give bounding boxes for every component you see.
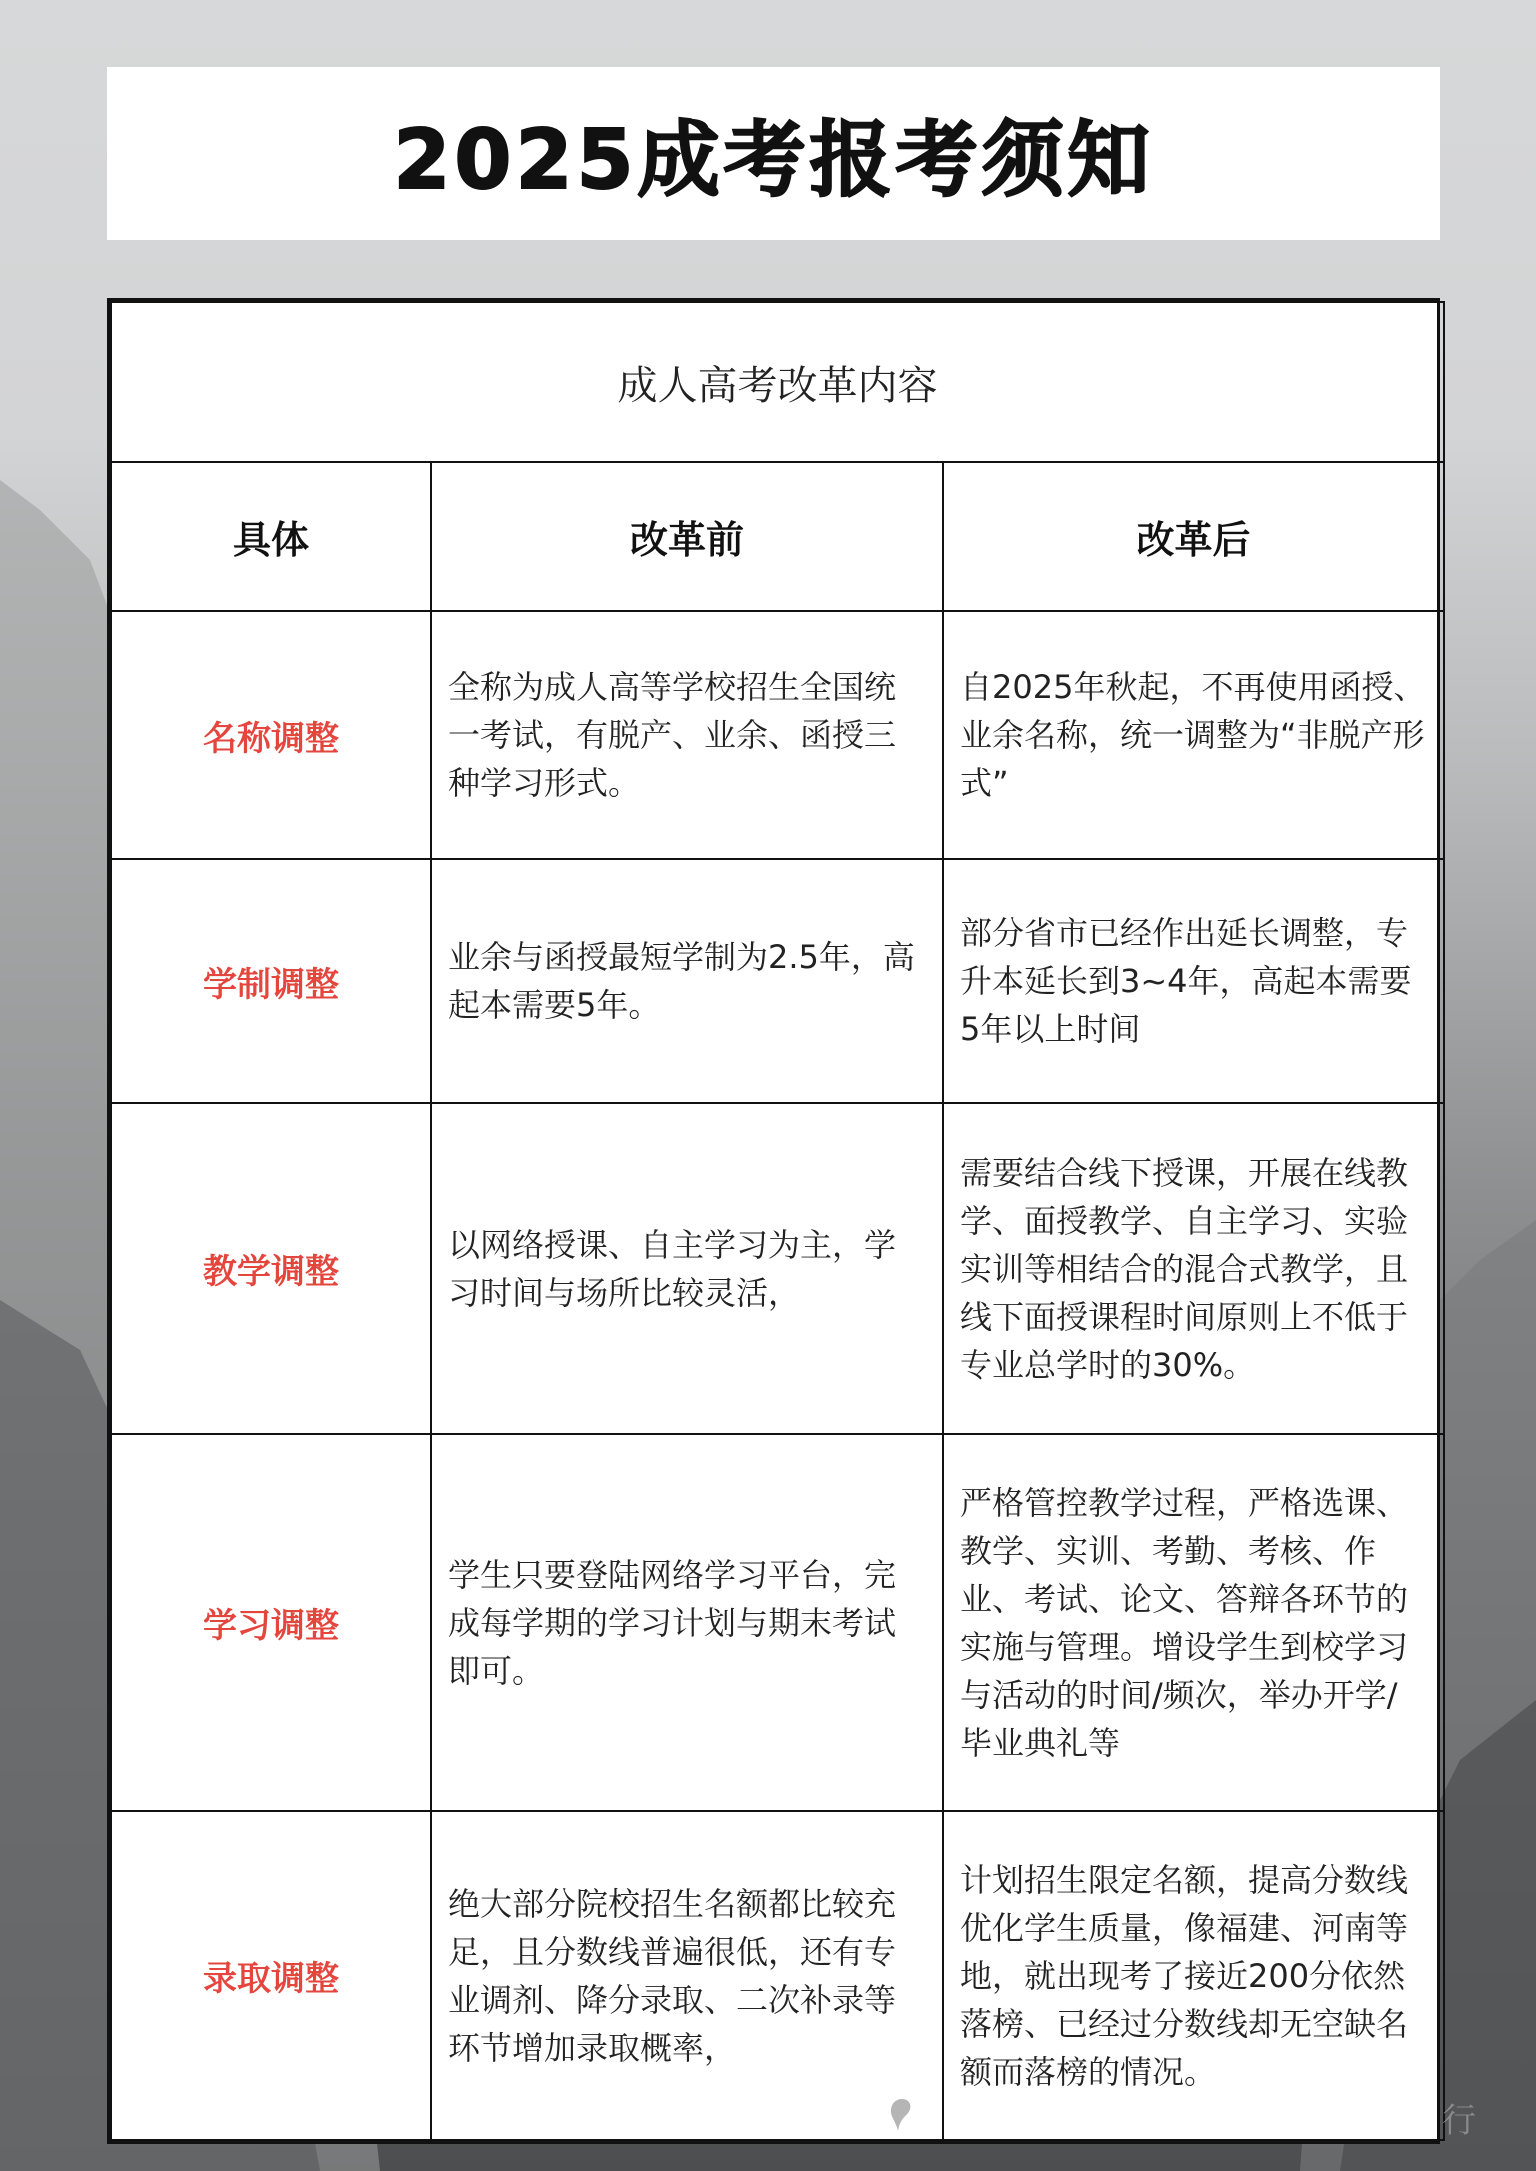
row-before: 全称为成人高等学校招生全国统一考试，有脱产、业余、函授三种学习形式。 [431, 611, 943, 859]
row-after: 计划招生限定名额，提高分数线优化学生质量，像福建、河南等地，就出现考了接近200分依然落榜、已经过分数线却无空缺名额而落榜的情况。 [943, 1811, 1444, 2140]
row-after: 严格管控教学过程，严格选课、教学、实训、考勤、考核、作业、考试、论文、答辩各环节的实施与管理。增设学生到校学习与活动的时间/频次，举办开学/毕业典礼等 [943, 1434, 1444, 1811]
table-row [111, 1434, 1444, 1811]
row-category: 名称调整 [111, 611, 431, 859]
reform-table [110, 301, 1445, 2141]
row-after: 需要结合线下授课，开展在线教学、面授教学、自主学习、实验实训等相结合的混合式教学，且线下面授课程时间原则上不低于专业总学时的30%。 [943, 1103, 1444, 1434]
row-before: 业余与函授最短学制为2.5年，高起本需要5年。 [431, 859, 943, 1103]
row-before: 绝大部分院校招生名额都比较充足，且分数线普遍很低，还有专业调剂、降分录取、二次补录等环节增加录取概率， [431, 1811, 943, 2140]
table-row [111, 611, 1444, 859]
reform-table-container [107, 298, 1440, 2144]
table-caption: 成人高考改革内容 [111, 302, 1444, 462]
table-row [111, 859, 1444, 1103]
table-row [111, 1103, 1444, 1434]
row-before: 以网络授课、自主学习为主，学习时间与场所比较灵活， [431, 1103, 943, 1434]
watermark-logo-icon [888, 2097, 914, 2133]
header-before: 改革前 [431, 462, 943, 611]
watermark-text: 行 [1442, 2101, 1476, 2141]
row-before: 学生只要登陆网络学习平台，完成每学期的学习计划与期末考试即可。 [431, 1434, 943, 1811]
row-category: 学制调整 [111, 859, 431, 1103]
row-category: 教学调整 [111, 1103, 431, 1434]
page-title: 2025成考报考须知 [393, 113, 1154, 208]
header-category: 具体 [111, 462, 431, 611]
row-after: 自2025年秋起，不再使用函授、业余名称，统一调整为“非脱产形式” [943, 611, 1444, 859]
row-after: 部分省市已经作出延长调整，专升本延长到3~4年，高起本需要5年以上时间 [943, 859, 1444, 1103]
row-category: 录取调整 [111, 1811, 431, 2140]
table-caption-row [111, 302, 1444, 462]
row-category: 学习调整 [111, 1434, 431, 1811]
table-row [111, 1811, 1444, 2140]
table-header-row [111, 462, 1444, 611]
header-after: 改革后 [943, 462, 1444, 611]
title-banner [107, 67, 1440, 240]
